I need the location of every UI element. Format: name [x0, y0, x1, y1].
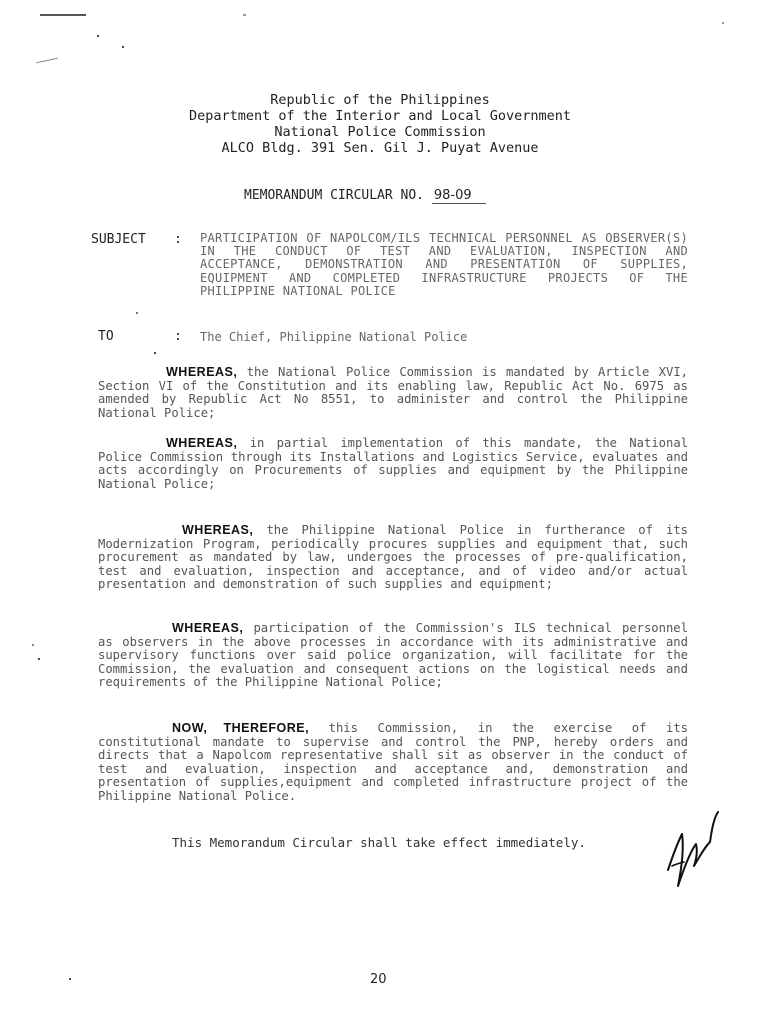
paragraph-lead: WHEREAS, [182, 523, 254, 537]
paragraph-lead: NOW, THEREFORE, [172, 721, 310, 735]
memo-number: 98-09 [432, 188, 486, 204]
paragraph-1 [98, 366, 688, 420]
memo-title [244, 188, 486, 203]
letterhead-line-department: Department of the Interior and Local Government [188, 108, 571, 124]
paragraph-text: in partial implementation of this mandate, the National Police Commission through its Installations and Logistics Service, evaluates and acts accordingly on Procurements of supplies and equipment by the Philippine National Police; [98, 436, 689, 491]
scan-mark [722, 22, 724, 24]
scan-mark [97, 35, 99, 37]
paragraph-lead: WHEREAS, [166, 365, 238, 379]
subject-colon: : [174, 232, 182, 247]
scan-mark [136, 312, 138, 314]
scan-mark [69, 978, 71, 980]
closing-statement: This Memorandum Circular shall take effect immediately. [172, 835, 586, 850]
page-number: 20 [370, 972, 387, 987]
paragraph-5 [98, 722, 688, 804]
letterhead [150, 92, 610, 156]
paragraph-text: the National Police Commission is mandated by Article XVI, Section VI of the Constitution and its enabling law, Republic Act No. 6975 as amended by Republic Act No 8551, to administer and control the Philippine National Police; [98, 365, 688, 420]
paragraph-text: participation of the Commission's ILS technical personnel as observers in the above processes in accordance with its administrative and supervisory functions over said police organization, will facilitate for the Commission, the evaluation and consequent actions on the logistical needs and requirements of the Philippine National Police; [98, 621, 688, 690]
scan-mark [122, 46, 124, 48]
subject-text: PARTICIPATION OF NAPOLCOM/ILS TECHNICAL PERSONNEL AS OBSERVER(S) IN THE CONDUCT OF TEST AND EVALUATION, INSPECTION AND ACCEPTANCE, DEMONSTRATION AND PRESENTATION OF SUPPLIES, EQUIPMENT AND COMPLETED INFRASTRUCTURE PROJECTS OF THE PHILIPPINE NATIONAL POLICE [200, 231, 688, 298]
to-label: TO [98, 329, 114, 344]
scan-mark [32, 644, 34, 646]
subject-label: SUBJECT [91, 232, 146, 247]
letterhead-line-commission: National Police Commission [274, 124, 486, 140]
scan-mark [40, 14, 86, 16]
paragraph-lead: WHEREAS, [172, 621, 244, 635]
paragraph-4 [98, 622, 688, 690]
paragraph-3 [98, 524, 688, 592]
to-colon: : [174, 329, 182, 344]
scan-mark [154, 352, 156, 354]
paragraph-text: this Commission, in the exercise of its constitutional mandate to supervise and control the PNP, hereby orders and directs that a Napolcom representative shall sit as observer in the conduct of test and evaluation, inspection and acceptance and, demonstration and presentation of supplies,equipment and completed infrastructure project of the Philippine National Police. [98, 721, 688, 803]
paragraph-lead: WHEREAS, [166, 436, 238, 450]
to-text: The Chief, Philippine National Police [200, 330, 468, 344]
paragraph-text: the Philippine National Police in furtherance of its Modernization Program, periodically procures supplies and equipment that, such procurement as mandated by law, undergoes the processes of pre-qualification, test and evaluation, inspection and acceptance, and of video and/or actual presentation and demonstration of such supplies and equipment; [98, 523, 688, 592]
scan-mark [243, 14, 246, 16]
scan-mark [36, 58, 58, 64]
letterhead-line-country: Republic of the Philippines [270, 92, 490, 108]
scan-mark [38, 658, 40, 660]
letterhead-line-address: ALCO Bldg. 391 Sen. Gil J. Puyat Avenue [221, 140, 539, 156]
handwritten-initials [654, 808, 724, 898]
paragraph-2 [98, 437, 688, 491]
memo-title-label: MEMORANDUM CIRCULAR NO. [244, 188, 425, 203]
